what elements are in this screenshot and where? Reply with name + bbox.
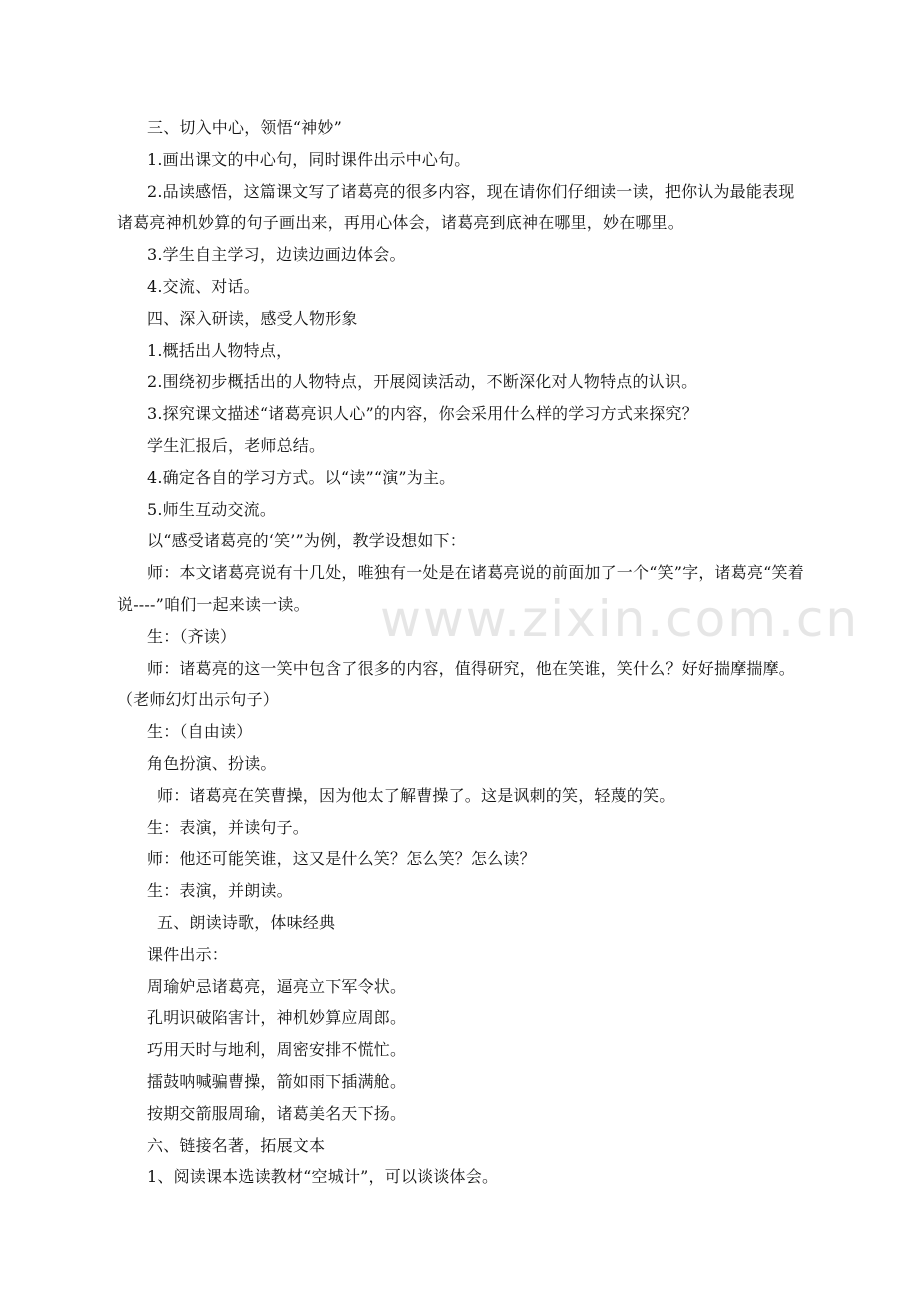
- dialogue-line: 师：诸葛亮的这一笑中包含了很多的内容，值得研究，他在笑谁，笑什么？好好揣摩揣摩。（老师幻灯出示句子）: [117, 658, 796, 710]
- dialogue-line: 生：（自由读）: [147, 722, 253, 742]
- dialogue-line: 师：诸葛亮在笑曹操，因为他太了解曹操了。这是讽刺的笑，轻蔑的笑。: [157, 785, 676, 805]
- watermark: www.zixin.com.cn: [380, 590, 860, 648]
- dialogue-line: 师：他还可能笑谁，这又是什么笑？怎么笑？怎么读？: [147, 849, 536, 869]
- paragraph: 3.探究课文描述“诸葛亮识人心”的内容，你会采用什么样的学习方式来探究？: [147, 404, 698, 424]
- dialogue-line: 师：本文诸葛亮说有十几处，唯独有一处是在诸葛亮说的前面加了一个“笑”字，诸葛亮“笑着说----”咱们一起来读一读。: [117, 563, 804, 614]
- section-heading-4: 四、深入研读，感受人物形象: [147, 308, 358, 328]
- document-body: [117, 112, 807, 1193]
- dialogue-line: 生：（齐读）: [147, 626, 237, 646]
- poem-line: 周瑜妒忌诸葛亮，逼亮立下军令状。: [147, 976, 407, 996]
- paragraph: 1、阅读课本选读教材“空城计”，可以谈谈体会。: [147, 1167, 499, 1187]
- section-heading-3: 三、切入中心，领悟“神妙”: [147, 118, 342, 137]
- paragraph: 3.学生自主学习，边读边画边体会。: [147, 245, 406, 265]
- paragraph: 2.围绕初步概括出的人物特点，开展阅读活动，不断深化对人物特点的认识。: [147, 372, 698, 392]
- poem-line: 孔明识破陷害计，神机妙算应周郎。: [147, 1008, 407, 1028]
- paragraph: 学生汇报后，老师总结。: [147, 435, 326, 455]
- dialogue-line: 生：表演，并读句子。: [147, 817, 310, 837]
- dialogue-line: 生：表演，并朗读。: [147, 881, 293, 901]
- section-heading-5: 五、朗读诗歌，体味经典: [157, 912, 336, 932]
- poem-line: 按期交箭服周瑜，诸葛美名天下扬。: [147, 1103, 407, 1123]
- paragraph: 1.画出课文的中心句，同时课件出示中心句。: [147, 149, 471, 169]
- paragraph: 角色扮演、扮读。: [147, 753, 277, 773]
- poem-line: 巧用天时与地利，周密安排不慌忙。: [147, 1040, 407, 1060]
- paragraph: 4.交流、对话。: [147, 276, 260, 296]
- paragraph: 以“感受诸葛亮的‘笑’”为例，教学设想如下：: [147, 531, 466, 551]
- poem-line: 擂鼓呐喊骗曹操，箭如雨下插满舱。: [147, 1071, 407, 1091]
- paragraph: 4.确定各自的学习方式。以“读”“演”为主。: [147, 467, 456, 487]
- section-heading-6: 六、链接名著，拓展文本: [147, 1135, 326, 1155]
- paragraph: 课件出示：: [147, 944, 229, 964]
- paragraph: 1.概括出人物特点，: [147, 340, 293, 360]
- paragraph: 5.师生互动交流。: [147, 499, 277, 519]
- paragraph: 2.品读感悟，这篇课文写了诸葛亮的很多内容，现在请你们仔细读一读，把你认为最能表现诸葛亮神机妙算的句子画出来，再用心体会，诸葛亮到底神在哪里，妙在哪里。: [117, 181, 795, 233]
